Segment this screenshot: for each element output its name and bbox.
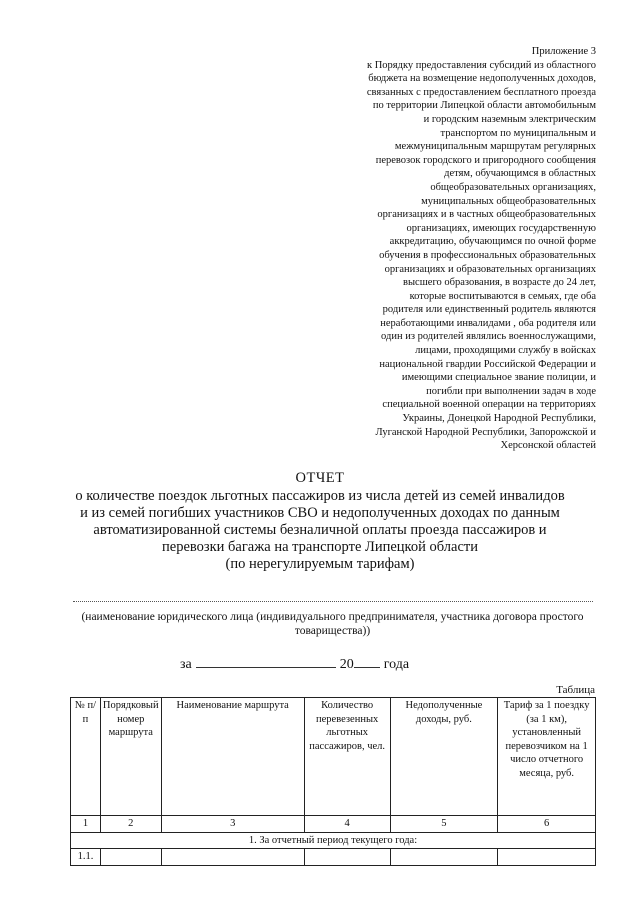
table-cell[interactable]	[390, 849, 498, 866]
appendix-line: транспортом по муниципальным и	[440, 127, 596, 139]
column-number-cell: 6	[498, 816, 596, 833]
report-subtitle-line: перевозки багажа на транспорте Липецкой области	[162, 539, 478, 555]
period-year-field[interactable]	[354, 655, 380, 668]
appendix-line: имеющими специальное звание полиции, и	[401, 372, 596, 384]
row-number-cell: 1.1.	[71, 849, 101, 866]
report-period	[180, 655, 500, 673]
appendix-line: муниципальных общеобразовательных	[421, 195, 596, 207]
header-cell: Порядковый номер маршрута	[100, 698, 161, 816]
appendix-line: детям, обучающимся в областных	[444, 168, 596, 180]
appendix-line: Украины, Донецкой Народной Республики,	[402, 413, 596, 425]
appendix-line: специальной военной операции на территориях	[382, 399, 596, 411]
report-title: ОТЧЕТ	[295, 470, 345, 486]
report-subtitle	[40, 488, 600, 573]
header-cell: № п/п	[71, 698, 101, 816]
appendix-line: и городским наземным электрическим	[423, 113, 596, 125]
appendix-line: лицами, проходящими службу в войсках	[415, 345, 596, 357]
appendix-line: организациях и в частных общеобразовательных	[377, 209, 596, 221]
section-title: 1. За отчетный период текущего года:	[71, 832, 596, 849]
column-number-cell: 2	[100, 816, 161, 833]
report-subtitle-line: (по нерегулируемым тарифам)	[225, 556, 415, 572]
appendix-line: организациях, имеющих государственную	[406, 222, 596, 234]
table-row	[71, 849, 596, 866]
column-number-row	[71, 816, 596, 833]
appendix-line: организациях и образовательных организациях	[384, 263, 596, 275]
header-cell: Недополученные доходы, руб.	[390, 698, 498, 816]
appendix-line: Херсонской областей	[500, 440, 596, 452]
column-number-cell: 3	[161, 816, 304, 833]
appendix-line: бюджета на возмещение недополученных доходов,	[368, 73, 596, 85]
appendix-line: общеобразовательных организациях,	[430, 181, 596, 193]
appendix-line: национальной гвардии Российской Федерации и	[379, 358, 596, 370]
appendix-line: связанных с предоставлением бесплатного проезда	[366, 86, 596, 98]
column-number-cell: 1	[71, 816, 101, 833]
column-number-cell: 5	[390, 816, 498, 833]
appendix-line: обучения в профессиональных образовательных	[379, 249, 596, 261]
table-cell[interactable]	[100, 849, 161, 866]
table-cell[interactable]	[304, 849, 390, 866]
table-header-row	[71, 698, 596, 816]
table-cell[interactable]	[498, 849, 596, 866]
appendix-title: Приложение 3	[531, 46, 596, 57]
section-row	[71, 832, 596, 849]
period-suffix: года	[383, 657, 410, 672]
appendix-line: погибли при выполнении задач в ходе	[426, 385, 596, 397]
appendix-line: Луганской Народной Республики, Запорожской и	[375, 426, 596, 438]
appendix-block	[300, 45, 596, 453]
table-caption: Таблица	[556, 684, 595, 696]
period-blank-field[interactable]	[196, 655, 336, 668]
header-cell: Наименование маршрута	[161, 698, 304, 816]
appendix-line: высшего образования, в возрасте до 24 лет,	[403, 277, 596, 289]
entity-name-line[interactable]	[73, 601, 593, 602]
report-subtitle-line: о количестве поездок льготных пассажиров из числа детей из семей инвалидов	[75, 488, 565, 504]
report-subtitle-line: автоматизированной системы безналичной оплаты проезда пассажиров и	[93, 522, 547, 538]
period-year-prefix: 20	[339, 657, 354, 672]
appendix-line: неработающими инвалидами , оба родителя или	[380, 317, 596, 329]
appendix-line: которые воспитываются в семьях, где оба	[409, 290, 596, 302]
header-cell: Количество перевезенных льготных пассажиров, чел.	[304, 698, 390, 816]
appendix-line: аккредитацию, обучающимся по очной форме	[389, 236, 596, 248]
entity-label: (наименование юридического лица (индивидуального предпринимателя, участника договора простого товарищества))	[81, 611, 584, 637]
appendix-line: перевозок городского и пригородного сообщения	[375, 154, 596, 166]
appendix-line: по территории Липецкой области автомобильным	[372, 100, 596, 112]
appendix-line: родителя или единственный родитель являются	[382, 304, 596, 316]
appendix-line: к Порядку предоставления субсидий из областного	[366, 59, 596, 71]
appendix-line: межмуниципальным маршрутам регулярных	[394, 141, 596, 153]
period-prefix: за	[180, 657, 192, 672]
header-cell: Тариф за 1 поездку (за 1 км), установленный перевозчиком на 1 число отчетного месяца, руб.	[498, 698, 596, 816]
appendix-line: один из родителей являлись военнослужащими,	[381, 331, 596, 343]
column-number-cell: 4	[304, 816, 390, 833]
report-subtitle-line: и из семей погибших участников СВО и недополученных доходах по данным	[80, 505, 560, 521]
report-table	[70, 697, 596, 866]
table-cell[interactable]	[161, 849, 304, 866]
